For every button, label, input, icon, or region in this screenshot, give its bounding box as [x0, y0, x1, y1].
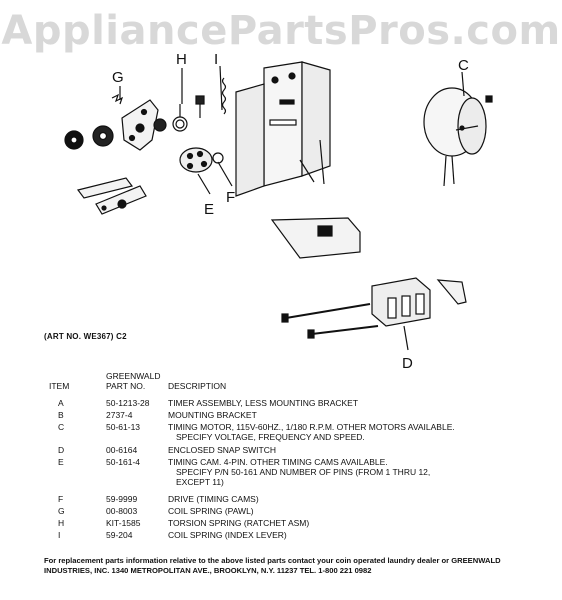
pawl-lever-part [122, 100, 158, 150]
drive-link-part [78, 178, 146, 214]
item-letter: C [58, 422, 65, 432]
mounting-bracket-part [236, 62, 330, 196]
item-letter: B [58, 410, 64, 420]
part-description: COIL SPRING (PAWL) [168, 506, 254, 516]
header-description: DESCRIPTION [168, 381, 227, 391]
part-description: TIMER ASSEMBLY, LESS MOUNTING BRACKET [168, 398, 359, 408]
item-letter: I [58, 530, 61, 540]
header-item: ITEM [49, 381, 70, 391]
description-line: TIMING CAM. 4-PIN. OTHER TIMING CAMS AVAILABLE. [168, 457, 388, 467]
callout-c: C [458, 57, 469, 74]
part-number: 59-204 [106, 530, 133, 540]
description-line: TIMING MOTOR, 115V-60HZ., 1/180 R.P.M. OTHER MOTORS AVAILABLE. [168, 422, 455, 432]
ratchet-gear-part [65, 126, 113, 149]
item-letter: F [58, 494, 64, 504]
part-number: 50-1213-28 [106, 398, 150, 408]
callout-e: E [204, 201, 215, 218]
part-number: 00-8003 [106, 506, 138, 516]
mounting-screws-part [282, 304, 378, 338]
part-number: 2737-4 [106, 410, 133, 420]
art-number: (ART NO. WE367) C2 [44, 332, 127, 341]
callout-d: D [402, 355, 413, 372]
description-line: EXCEPT 11) [176, 476, 224, 487]
description-line: SPECIFY VOLTAGE, FREQUENCY AND SPEED. [176, 431, 365, 442]
part-description: COIL SPRING (INDEX LEVER) [168, 530, 287, 540]
part-description: DRIVE (TIMING CAMS) [168, 494, 259, 504]
header-part-line2: PART NO. [106, 381, 146, 391]
part-number: KIT-1585 [106, 518, 141, 528]
part-number: 59-9999 [106, 494, 138, 504]
callout-g: G [112, 69, 124, 86]
timing-motor-part [424, 88, 492, 186]
part-number: 50-161-4 [106, 457, 141, 467]
item-letter: D [58, 445, 65, 455]
torsion-spring-h-part [173, 104, 187, 131]
part-description: TORSION SPRING (RATCHET ASM) [168, 518, 310, 528]
part-description: ENCLOSED SNAP SWITCH [168, 445, 277, 455]
callout-f: F [226, 189, 236, 206]
header-part-line1: GREENWALD [106, 371, 161, 381]
description-line: SPECIFY P/N 50-161 AND NUMBER OF PINS (FROM 1 THRU 12, [176, 466, 431, 477]
callout-h: H [176, 51, 187, 68]
timing-cam-part [180, 148, 223, 172]
snap-switch-part [372, 278, 466, 326]
item-letter: E [58, 457, 64, 467]
item-letter: H [58, 518, 65, 528]
screw-part [196, 96, 204, 118]
callout-i: I [214, 51, 219, 68]
coil-spring-i-part [223, 78, 226, 114]
part-number: 00-6164 [106, 445, 138, 455]
washer-part [154, 119, 166, 131]
part-description [168, 458, 528, 487]
item-letter: A [58, 398, 64, 408]
part-number: 50-61-13 [106, 422, 141, 432]
switch-actuator-plate [272, 218, 360, 258]
replacement-parts-notice: For replacement parts information relative to the above listed parts contact your coin operated laundry dealer or GREENWALD INDUSTRIES, INC. 1340 METROPOLITAN AVE., BROOKLYN, N.Y. 11237 TEL. 1-800 221 0982 [44, 556, 501, 575]
item-letter: G [58, 506, 65, 516]
part-description: MOUNTING BRACKET [168, 410, 257, 420]
watermark: AppliancePartsPros.com [1, 8, 561, 54]
part-description [168, 423, 528, 443]
